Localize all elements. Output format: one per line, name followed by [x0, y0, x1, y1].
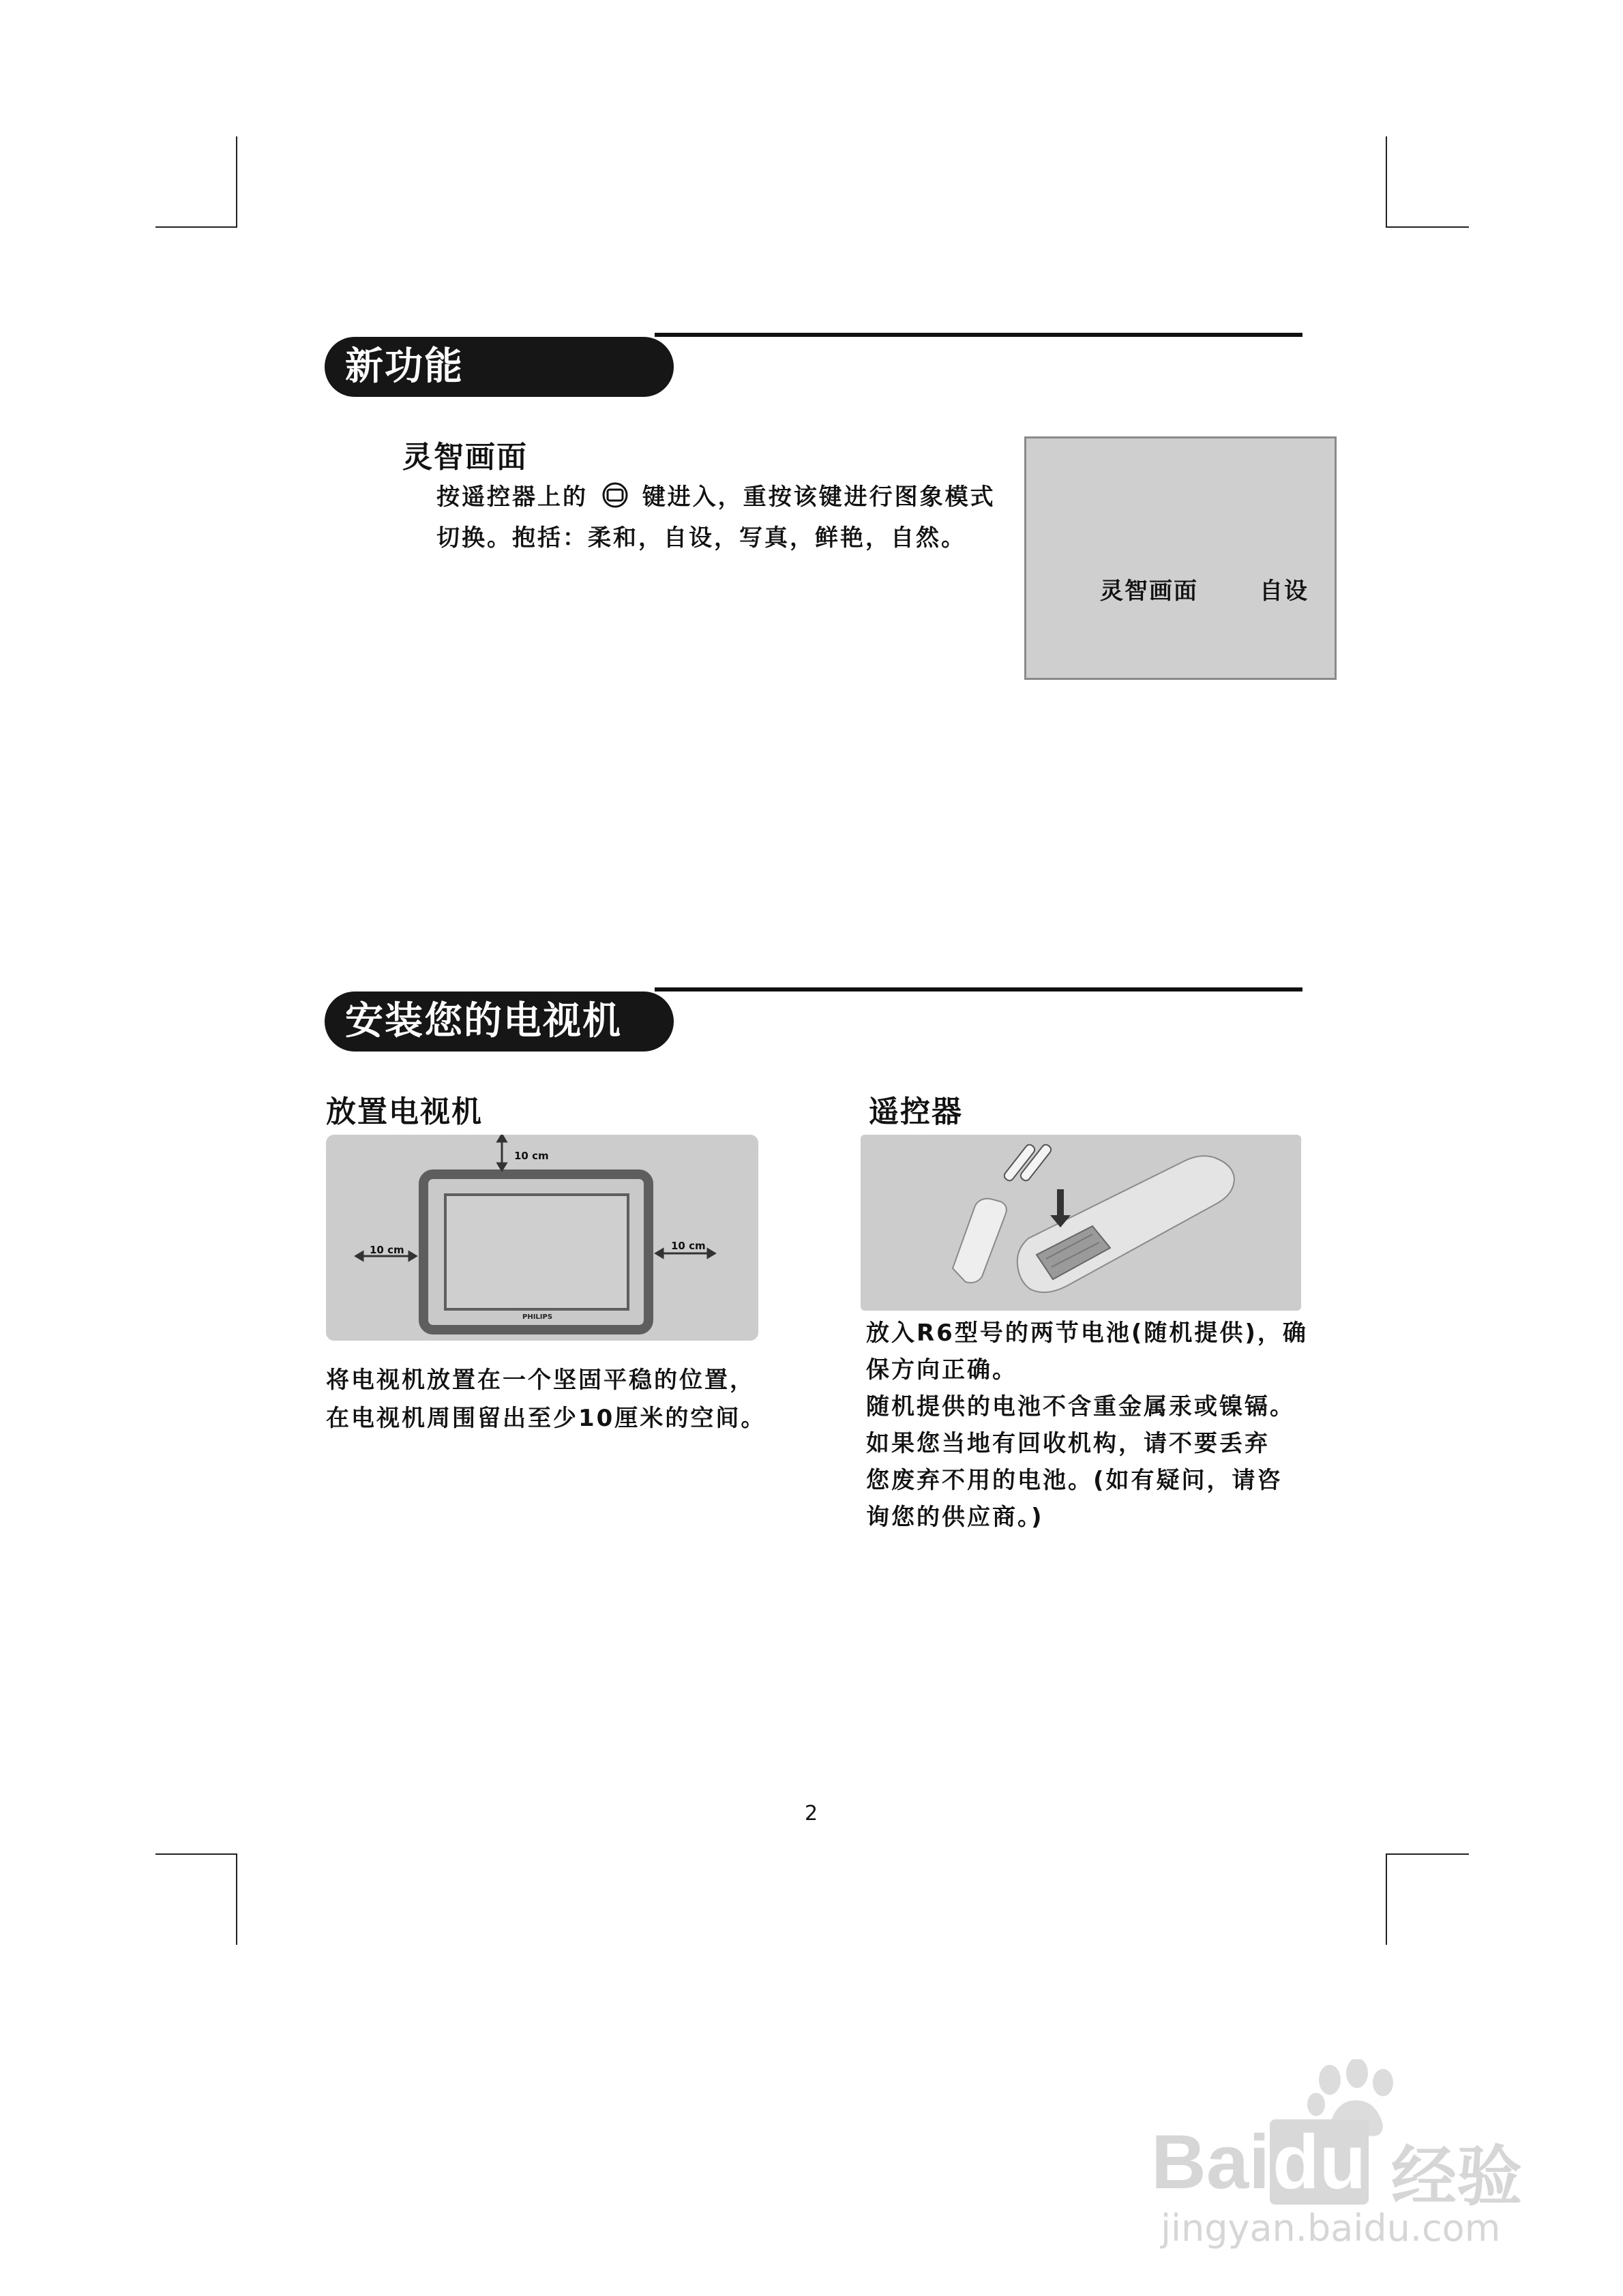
text-line: 在电视机周围留出至少10厘米的空间。	[326, 1405, 766, 1432]
text-line: 按遥控器上的	[436, 483, 588, 511]
section-rule	[655, 333, 1302, 337]
watermark-brand: Baidu	[1151, 2118, 1369, 2206]
watermark	[1151, 2059, 1560, 2264]
dimension-label-top: 10 cm	[514, 1150, 549, 1162]
dimension-label-left: 10 cm	[370, 1244, 404, 1256]
tv-placement-figure	[326, 1135, 758, 1341]
text-line: 键进入，重按该键进行图象模式	[642, 483, 996, 511]
text-line: 切换。抱括：柔和，自设，写真，鲜艳，自然。	[436, 524, 966, 552]
watermark-label: 经验	[1391, 2138, 1522, 2215]
smart-picture-key-icon	[599, 481, 631, 520]
section-title	[325, 992, 674, 1052]
crop-mark	[1386, 1853, 1387, 1945]
osd-value: 自设	[1260, 578, 1309, 605]
text-line: 保方向正确。	[866, 1356, 1017, 1384]
remote-title: 遥控器	[869, 1094, 963, 1129]
text-line: 如果您当地有回收机构，请不要丢弃	[866, 1430, 1270, 1457]
section-title	[325, 337, 674, 397]
feature-title: 灵智画面	[402, 440, 528, 475]
osd-screen	[1024, 436, 1337, 680]
section-rule	[655, 987, 1302, 992]
placement-description	[326, 1361, 766, 1437]
crop-mark	[236, 136, 237, 228]
text-line: 您废弃不用的电池。(如有疑问，请咨	[866, 1467, 1283, 1494]
placement-title: 放置电视机	[326, 1094, 483, 1129]
brand-logo: PHILIPS	[522, 1313, 553, 1321]
crop-mark	[155, 1853, 237, 1855]
text-line: 将电视机放置在一个坚固平稳的位置，	[326, 1367, 755, 1394]
crop-mark	[236, 1853, 237, 1945]
page-number: 2	[805, 1802, 818, 1825]
remote-battery-figure	[861, 1135, 1301, 1311]
text-line: 询您的供应商。)	[866, 1504, 1044, 1531]
remote-description	[866, 1315, 1308, 1536]
dimension-label-right: 10 cm	[671, 1240, 706, 1252]
remote-illustration	[861, 1135, 1301, 1311]
tv-illustration	[326, 1135, 758, 1341]
osd-label: 灵智画面	[1100, 578, 1198, 605]
text-line: 随机提供的电池不含重金属汞或镍镉。	[866, 1393, 1295, 1420]
section-title-text: 新功能	[345, 344, 464, 389]
crop-mark	[155, 226, 237, 228]
crop-mark	[1387, 1853, 1469, 1855]
crop-mark	[1387, 226, 1469, 228]
crop-mark	[1386, 136, 1387, 228]
section-title-text: 安装您的电视机	[345, 999, 622, 1043]
feature-description	[436, 479, 996, 556]
watermark-url: jingyan.baidu.com	[1161, 2207, 1501, 2250]
text-line: 放入R6型号的两节电池(随机提供)，确	[866, 1320, 1308, 1347]
